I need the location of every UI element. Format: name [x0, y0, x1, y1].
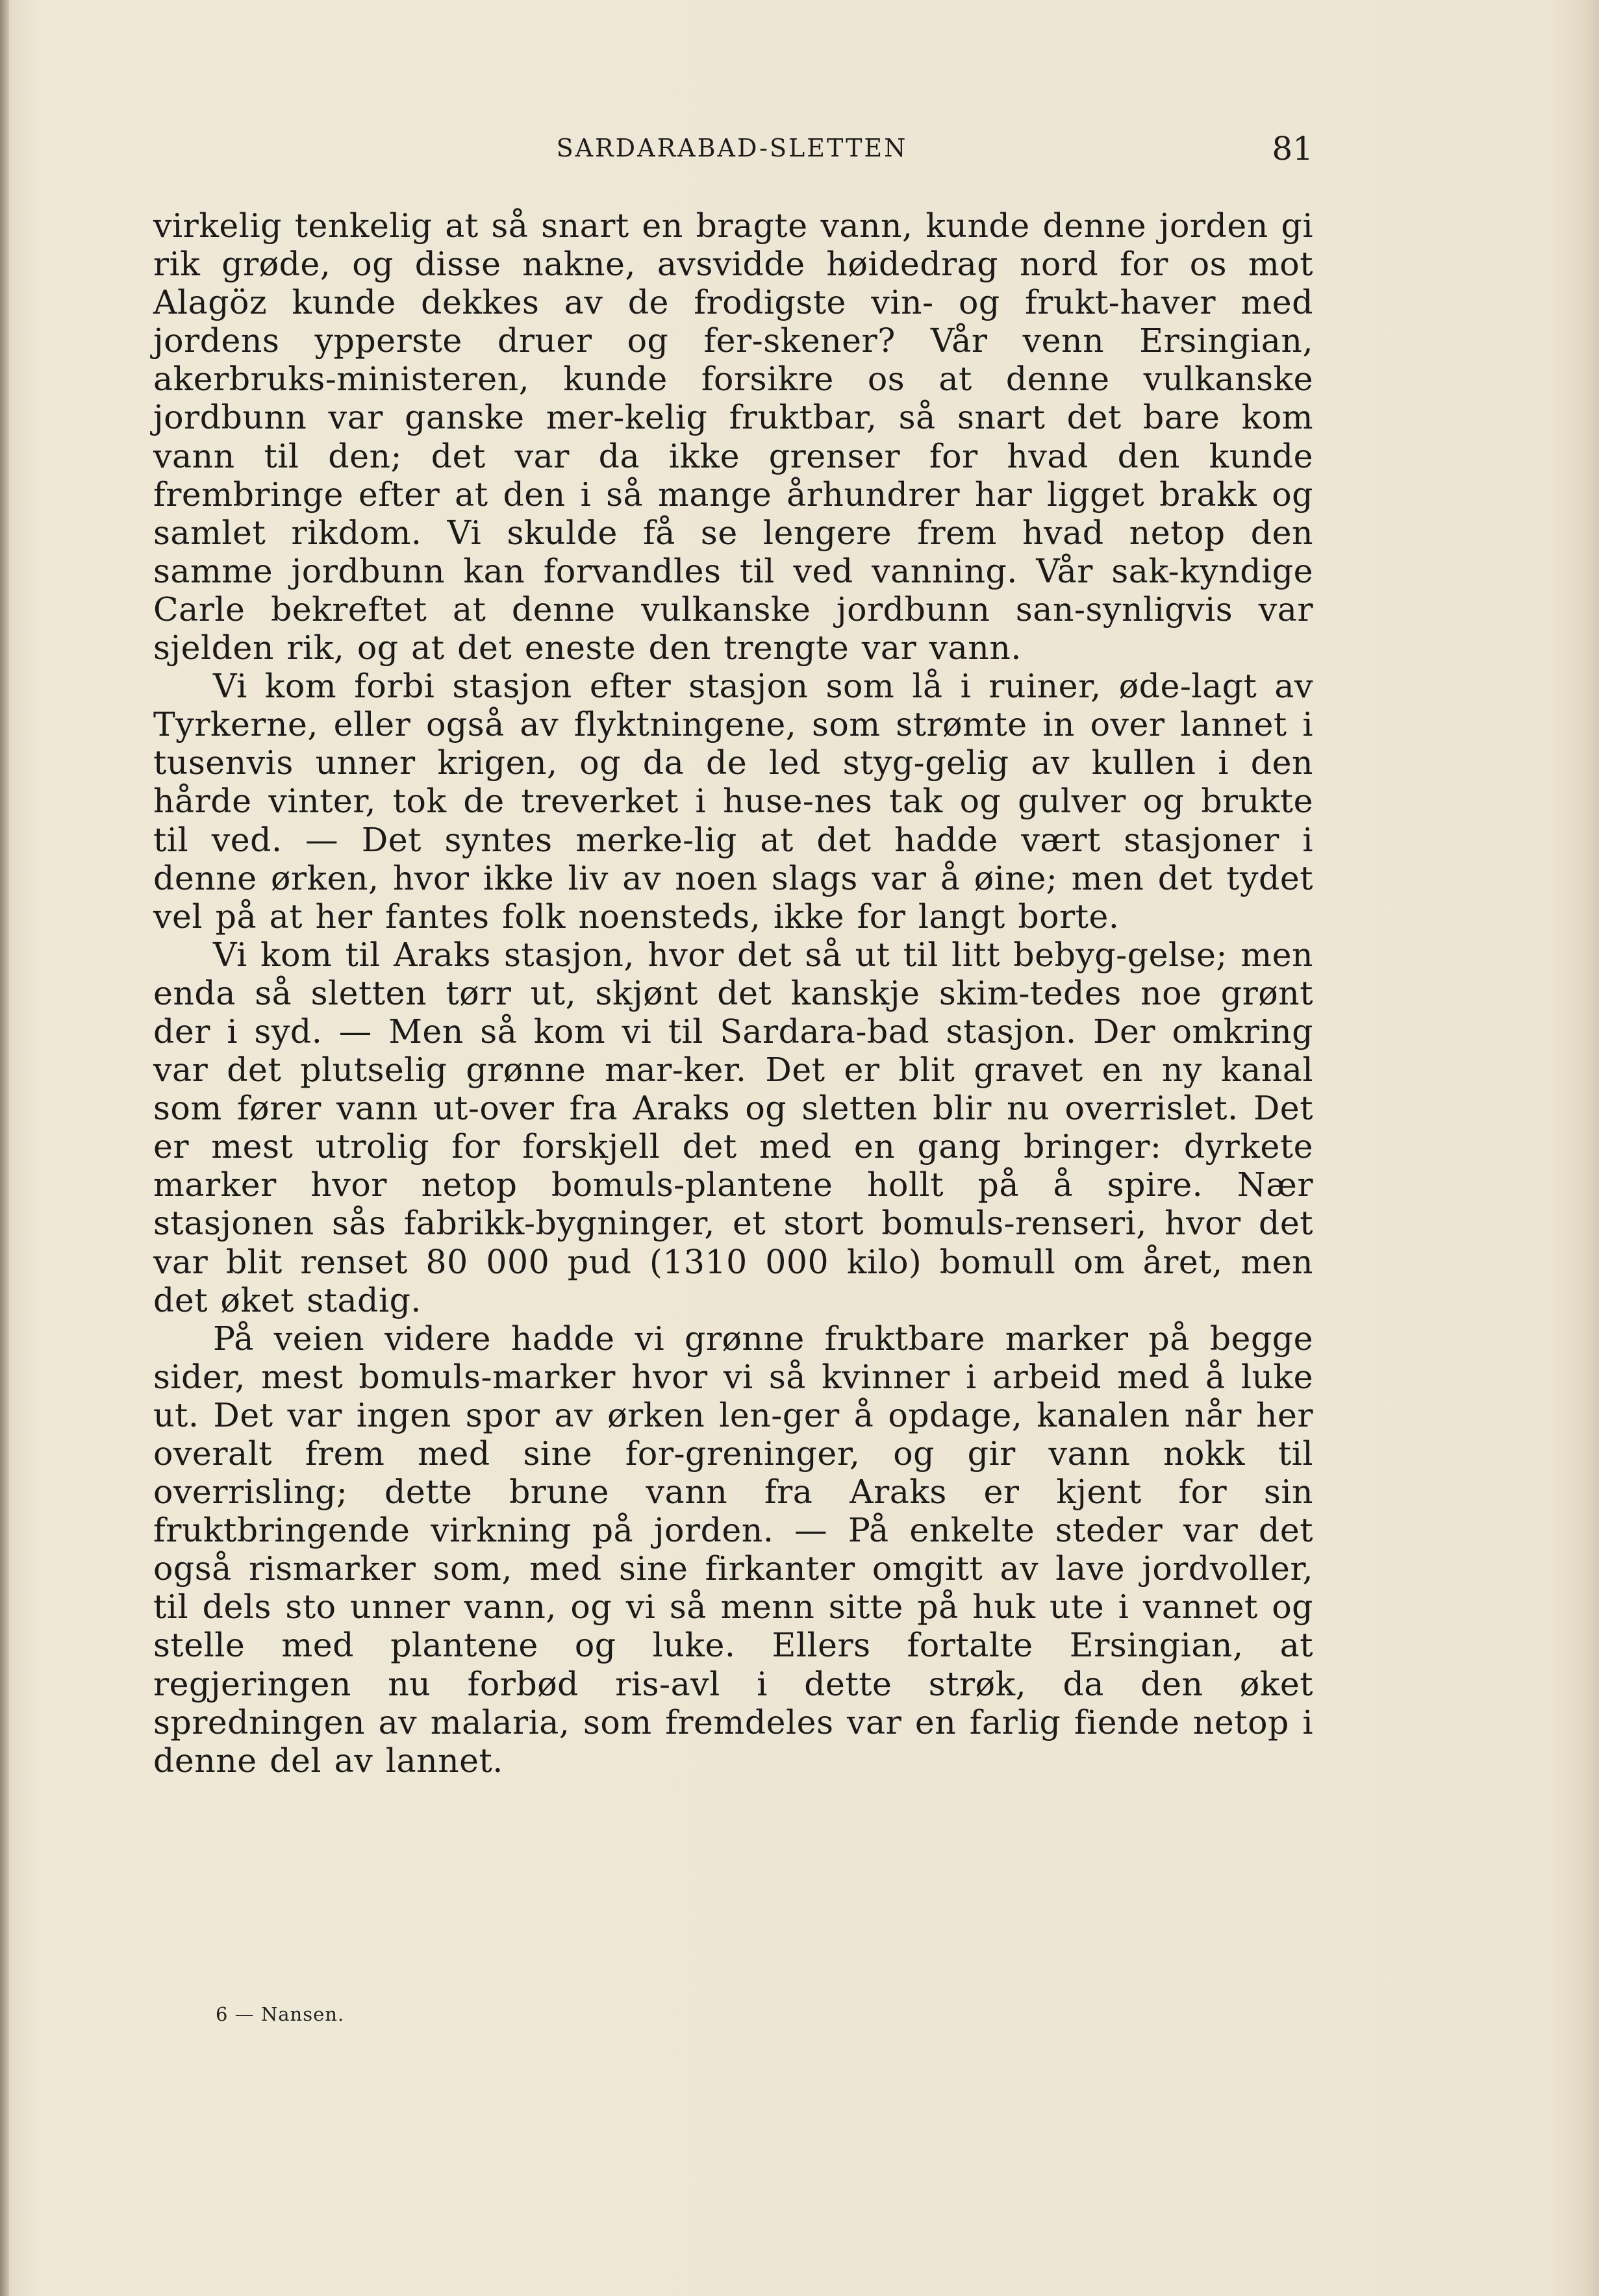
running-title: SARDARABAD-SLETTEN — [556, 134, 908, 162]
page-number: 81 — [1272, 130, 1313, 168]
page-spine-edge — [0, 0, 9, 2296]
paragraph-3: Vi kom til Araks stasjon, hvor det så ut til litt bebyg-gelse; men enda så sletten tørr ut, skjønt det kanskje skim-tedes noe grønt der i syd. — Men så kom vi til Sardara-bad stasjon. Der omkring var det plutselig grønne mar-ker. Det er blit gravet en ny kanal som fører vann ut-over fra Araks og sletten blir nu overrislet. Det er mest utrolig for forskjell det med en gang bringer: dyrkete marker hvor netop bomuls-plantene hollt på å spire. Nær stasjonen sås fabrikk-bygninger, et stort bomuls-renseri, hvor det var blit renset 80 000 pud (1310 000 kilo) bomull om året, men det øket stadig. — [153, 935, 1313, 1319]
paragraph-4: På veien videre hadde vi grønne fruktbare marker på begge sider, mest bomuls-marker hvor vi så kvinner i arbeid med å luke ut. Det var ingen spor av ørken len-ger å opdage, kanalen når her overalt frem med sine for-greninger, og gir vann nokk til overrisling; dette brune vann fra Araks er kjent for sin fruktbringende virkning på jorden. — På enkelte steder var det også rismarker som, med sine firkanter omgitt av lave jordvoller, til dels sto unner vann, og vi så menn sitte på huk ute i vannet og stelle med plantene og luke. Ellers fortalte Ersingian, at regjeringen nu forbød ris-avl i dette strøk, da den øket spredningen av malaria, som fremdeles var en farlig fiende netop i denne del av lannet. — [153, 1319, 1313, 1780]
paragraph-2: Vi kom forbi stasjon efter stasjon som lå i ruiner, øde-lagt av Tyrkerne, eller også av flyktningene, som strømte in over lannet i tusenvis unner krigen, og da de led styg-gelig av kullen i den hårde vinter, tok de treverket i huse-nes tak og gulver og brukte til ved. — Det syntes merke-lig at det hadde vært stasjoner i denne ørken, hvor ikke liv av noen slags var å øine; men det tydet vel på at her fantes folk noensteds, ikke for langt borte. — [153, 667, 1313, 936]
paragraph-1: virkelig tenkelig at så snart en bragte vann, kunde denne jorden gi rik grøde, og disse nakne, avsvidde høidedrag nord for os mot Alagöz kunde dekkes av de frodigste vin- og frukt-haver med jordens ypperste druer og fer-skener? Vår venn Ersingian, akerbruks-ministeren, kunde forsikre os at denne vulkanske jordbunn var ganske mer-kelig fruktbar, så snart det bare kom vann til den; det var da ikke grenser for hvad den kunde frembringe efter at den i så mange århundrer har ligget brakk og samlet rikdom. Vi skulde få se lengere frem hvad netop den samme jordbunn kan forvandles til ved vanning. Vår sak-kyndige Carle bekreftet at denne vulkanske jordbunn san-synligvis var sjelden rik, og at det eneste den trengte var vann. — [153, 206, 1313, 668]
printer-signature: 6 — Nansen. — [216, 2003, 345, 2025]
page-header — [151, 127, 1313, 173]
body-text — [153, 206, 1313, 1780]
